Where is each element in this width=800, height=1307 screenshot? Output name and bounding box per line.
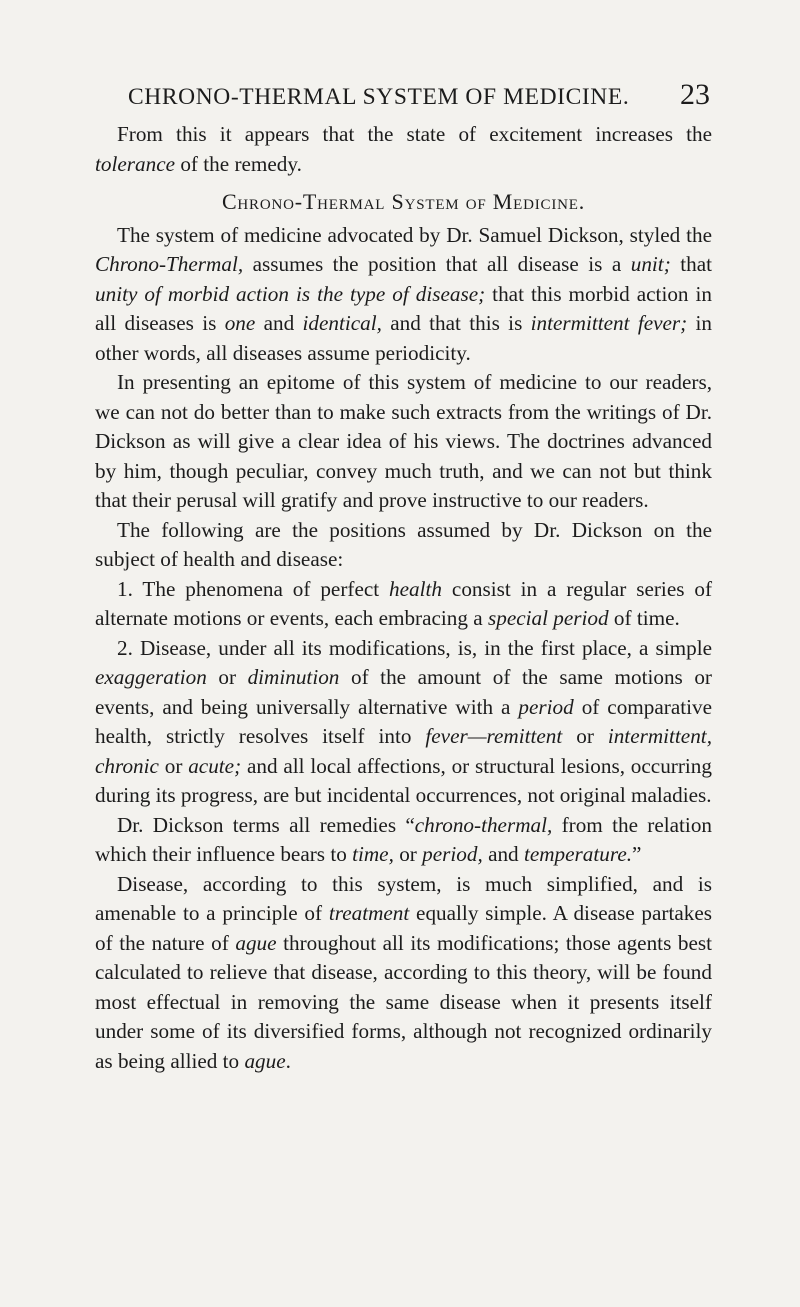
numbered-item-2: 2. Disease, under all its modifications, is, in the first place, a simple exaggeration or diminution of the amount of the same motions or events, and being universally alternative with a period of comparative health, strictly resolves itself into fever—remittent or intermittent, chronic or acute; and all local affections, or structural lesions, occurring during its progress, are but incidental occurrences, not original maladies. bbox=[95, 635, 712, 807]
body-text bbox=[95, 120, 712, 1076]
paragraph-epitome: In presenting an epitome of this system of medicine to our readers, we can not do better than to make such extracts from the writings of Dr. Dickson as will give a clear idea of his views. The doctrines advanced by him, though peculiar, convey much truth, and we can not but think that their perusal will gratify and prove instructive to our readers. bbox=[95, 370, 712, 512]
paragraph-remedies-terms: Dr. Dickson terms all remedies “chrono-thermal, from the relation which their influence bears to time, or period, and temperature.” bbox=[95, 812, 713, 866]
page-number: 23 bbox=[680, 78, 710, 111]
numbered-item-1: 1. The phenomena of perfect health consist in a regular series of alternate motions or events, each embracing a special period of time. bbox=[95, 576, 713, 630]
section-heading: Chrono-Thermal System of Medicine. bbox=[221, 189, 586, 214]
paragraph-positions-intro: The following are the positions assumed by Dr. Dickson on the subject of health and disease: bbox=[95, 517, 712, 571]
paragraph-system-description: The system of medicine advocated by Dr. Samuel Dickson, styled the Chrono-Thermal, assumes the position that all disease is a unit; that unity of morbid action is the type of disease; that this morbid action in all diseases is one and identical, and that this is intermittent fever; in other words, all diseases assume periodicity. bbox=[95, 222, 713, 365]
running-head: CHRONO-THERMAL SYSTEM OF MEDICINE. bbox=[128, 84, 630, 110]
paragraph-ague: Disease, according to this system, is much simplified, and is amenable to a principle of treatment equally simple. A disease partakes of the nature of ague throughout all its modifications; those agents best calculated to relieve that disease, according to this theory, will be found most effectual in removing the same disease when it presents itself under some of its diversified forms, although not recognized ordinarily as being allied to ague. bbox=[95, 871, 713, 1073]
page-header bbox=[128, 78, 710, 112]
paragraph-excitement-tolerance: From this it appears that the state of excitement increases the tolerance of the remedy. bbox=[95, 122, 712, 176]
